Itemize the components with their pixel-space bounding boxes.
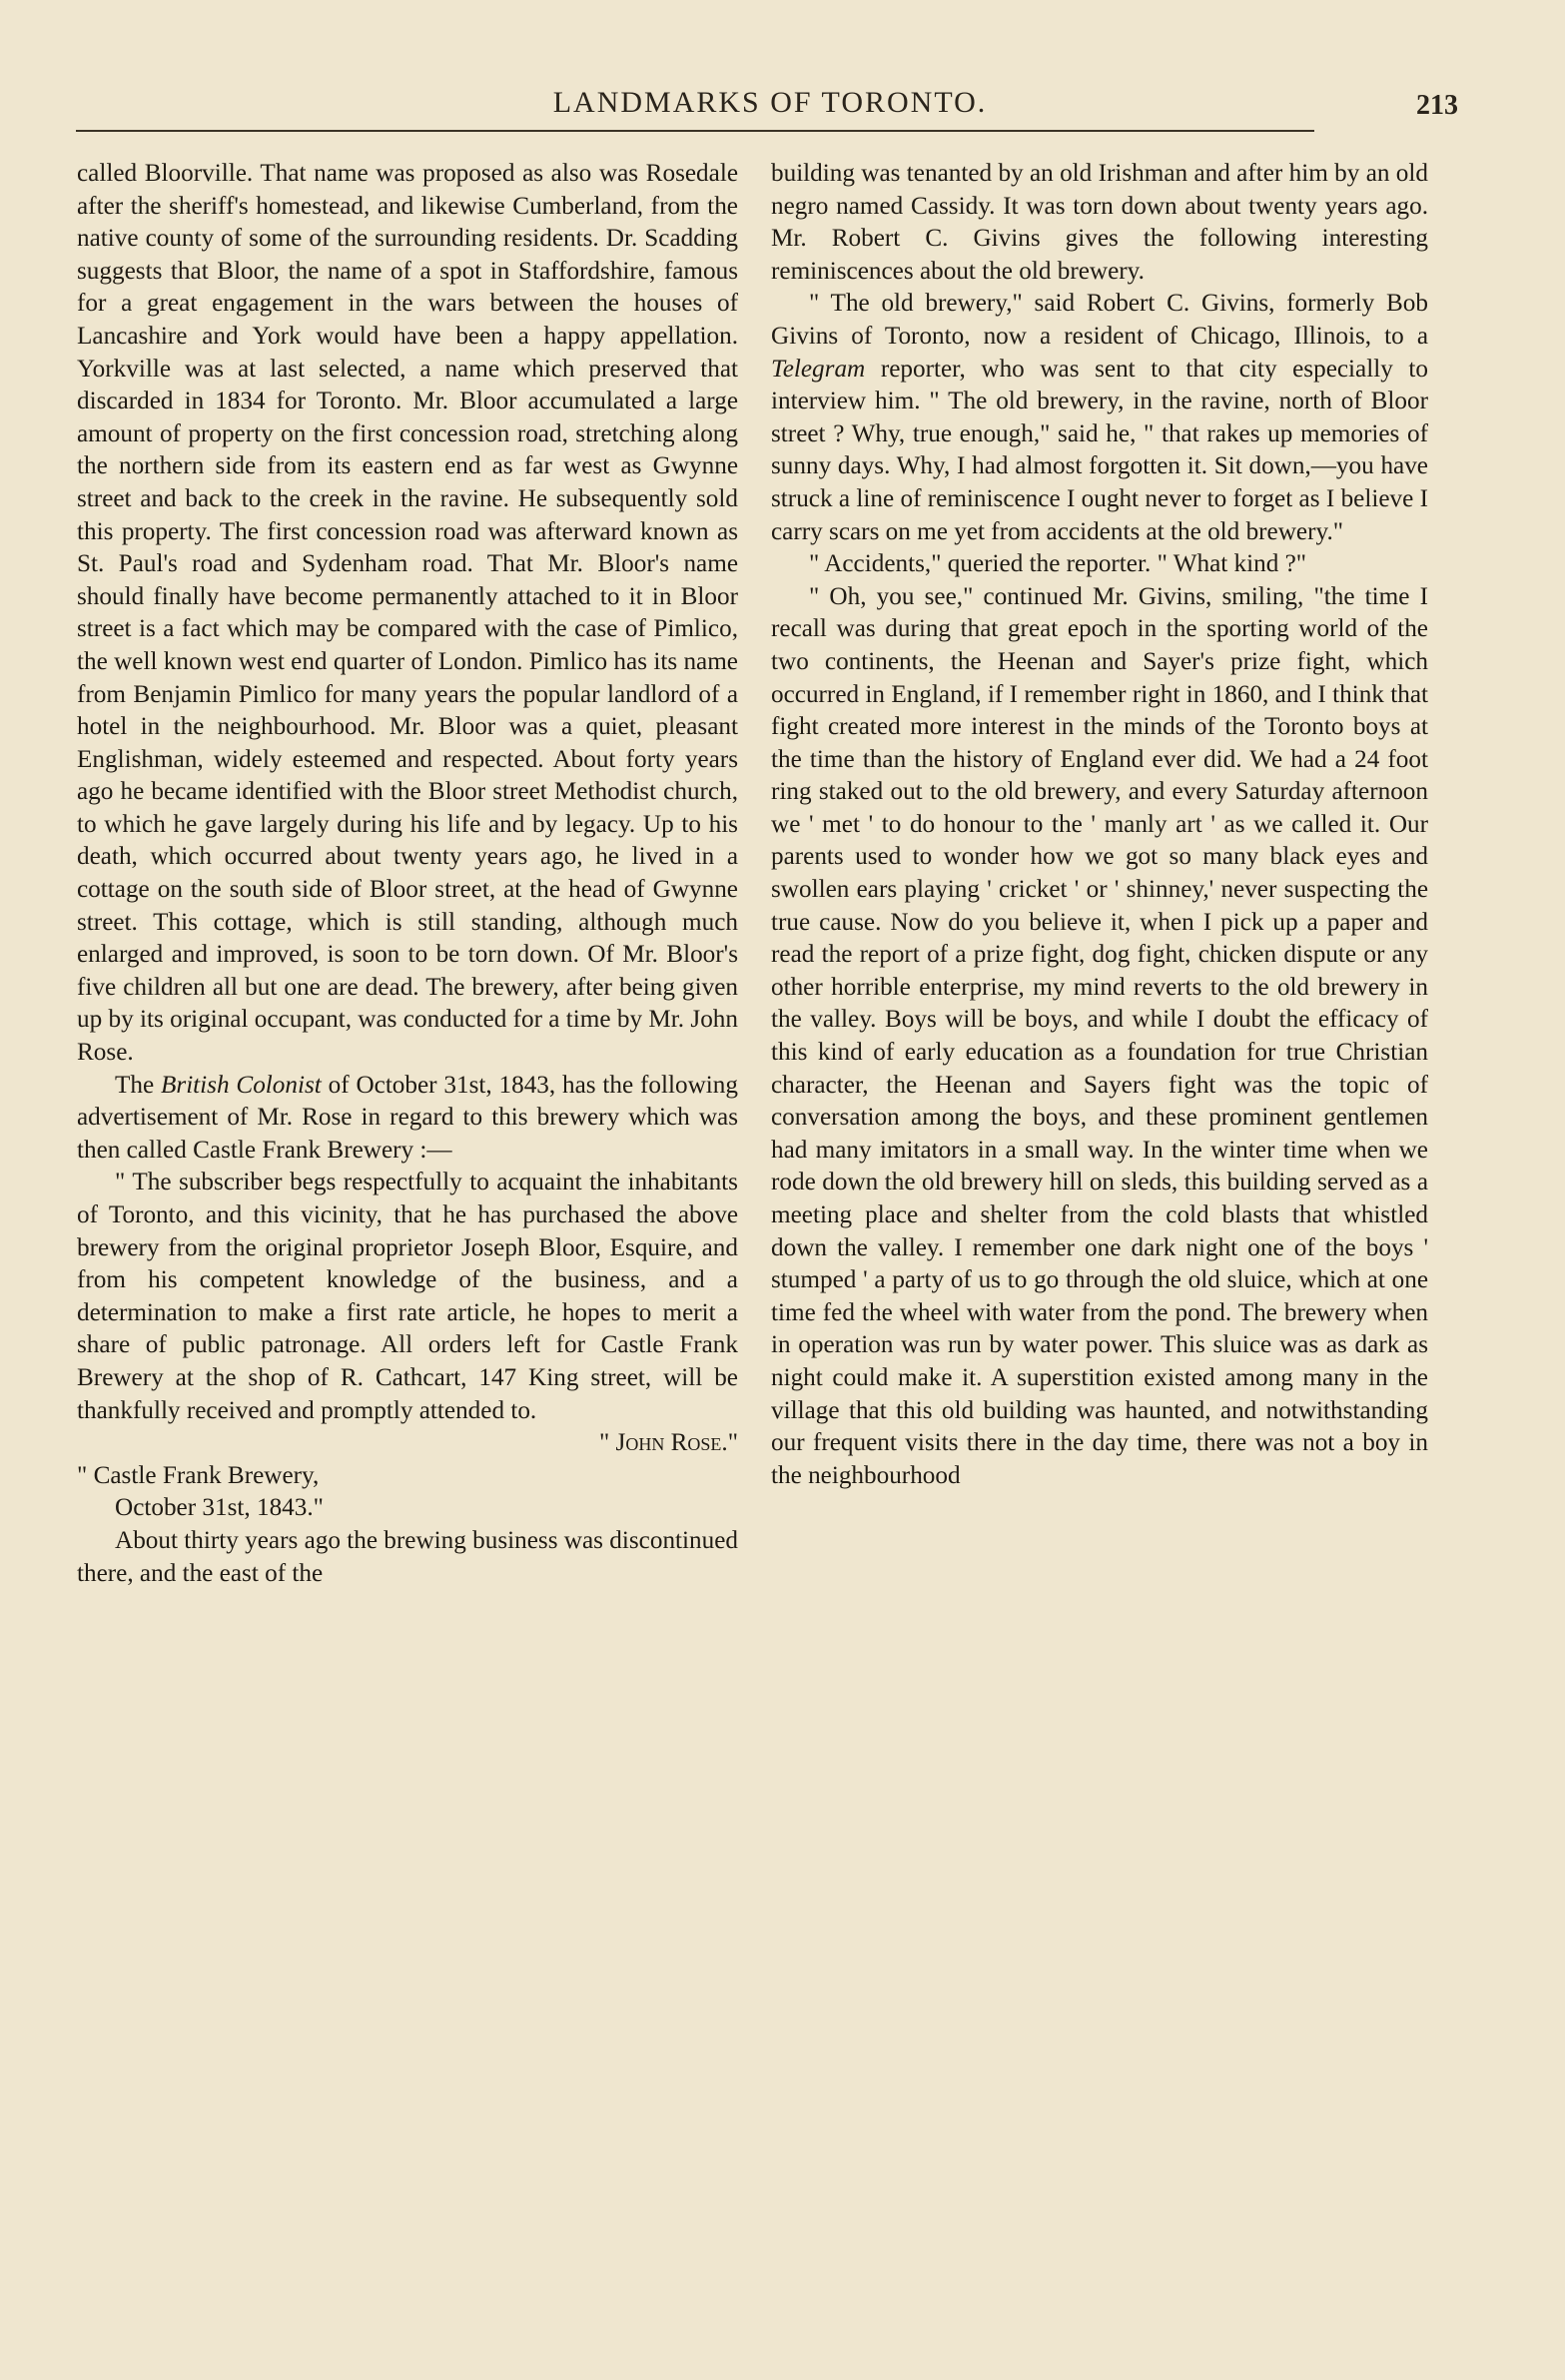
page-number: 213 [1416, 90, 1458, 121]
left-paragraph-2-text-a: The [115, 1071, 161, 1099]
advertisement-address-line-1: " Castle Frank Brewery, [77, 1461, 320, 1489]
newspaper-title-telegram: Telegram [771, 355, 866, 383]
left-paragraph-2 [77, 1070, 738, 1168]
right-paragraph-2-text-a: " The old brewery," said Robert C. Givins, formerly Bob Givins of Toronto, now a resident of Chicago, Illinois, to a [771, 290, 1428, 350]
right-paragraph-1: building was tenanted by an old Irishman and after him by an old negro named Cassidy. It was torn down about twenty years ago. Mr. Robert C. Givins gives the following interesting reminiscences about the old brewery. [771, 160, 1428, 285]
left-paragraph-4: About thirty years ago the brewing business was discontinued there, and the east of the [77, 1526, 738, 1587]
right-paragraph-3: " Accidents," queried the reporter. " What kind ?" [809, 550, 1307, 578]
right-paragraph-4: " Oh, you see," continued Mr. Givins, smiling, "the time I recall was during that great epoch in the sporting world of the two continents, the Heenan and Sayer's prize fight, which occurred in England, if I remember right in 1860, and I think that fight created more interest in the minds of the Toronto boys at the time than the history of England ever did. We had a 24 foot ring staked out to the old brewery, and every Saturday afternoon we ' met ' to do honour to the ' manly art ' as we called it. Our parents used to wonder how we got so many black eyes and swollen ears playing ' cricket ' or ' shinney,' never suspecting the true cause. Now do you believe it, when I pick up a paper and read the report of a prize fight, dog fight, chicken dispute or any other horrible enterprise, my mind reverts to the old brewery in the valley. Boys will be boys, and while I doubt the efficacy of this kind of early education as a foundation for true Christian character, the Heenan and Sayers fight was the topic of conversation among the boys, and these prominent gentlemen had many imitators in a small way. In the winter time when we rode down the old brewery hill on sleds, this building served as a meeting place and shelter from the cold blasts that whistled down the valley. I remember one dark night one of the boys ' stumped ' a party of us to go through the old sluice, which at one time fed the wheel with water from the pond. The brewery when in operation was run by water power. This sluice was as dark as night could make it. A superstition existed among many in the village that this old building was haunted, and notwithstanding our frequent visits there in the day time, there was not a boy in the neighbourhood [771, 582, 1428, 1489]
advertisement-quote: " The subscriber begs respectfully to acquaint the inhabitants of Toronto, and this vicinity, that he has purchased the above brewery from the original proprietor Joseph Bloor, Esquire, and from his competent knowledge of the business, and a determination to make a first rate article, he hopes to merit a share of public patronage. All orders left for Castle Frank Brewery at the shop of R. Cathcart, 147 King street, will be thankfully received and promptly attended to. [77, 1169, 738, 1424]
header-rule [76, 130, 1314, 132]
left-column [77, 158, 738, 2285]
right-paragraph-2 [771, 288, 1428, 548]
newspaper-title-british-colonist: British Colonist [161, 1071, 322, 1099]
advertisement-signature: " John Rose." [598, 1429, 738, 1457]
left-paragraph-2-text-b: of October 31st, 1843, has the following advertisement of Mr. Rose in regard to this brewery which was then called Castle Frank Brewery :— [77, 1071, 738, 1164]
advertisement-address-line-2: October 31st, 1843." [115, 1494, 324, 1522]
right-paragraph-2-text-b: reporter, who was sent to that city especially to interview him. " The old brewery, in the ravine, north of Bloor street ? Why, true enough," said he, " that rakes up memories of sunny days. Why, I had almost forgotten it. Sit down,—you have struck a line of reminiscence I ought never to forget as I believe I carry scars on me yet from accidents at the old brewery." [771, 355, 1428, 545]
right-column [771, 158, 1428, 2285]
running-title: LANDMARKS OF TORONTO. [552, 86, 988, 119]
left-paragraph-1: called Bloorville. That name was proposed as also was Rosedale after the sheriff's homestead, and likewise Cumberland, from the native county of some of the surrounding residents. Dr. Scadding suggests that Bloor, the name of a spot in Staffordshire, famous for a great engagement in the wars between the houses of Lancashire and York would have been a happy appellation. Yorkville was at last selected, a name which preserved that discarded in 1834 for Toronto. Mr. Bloor accumulated a large amount of property on the first concession road, stretching along the northern side from its eastern end as far west as Gwynne street and back to the creek in the ravine. He subsequently sold this property. The first concession road was afterward known as St. Paul's road and Sydenham road. That Mr. Bloor's name should finally have become permanently attached to it in Bloor street is a fact which may be compared with the case of Pimlico, the well known west end quarter of London. Pimlico has its name from Benjamin Pimlico for many years the popular landlord of a hotel in the neighbourhood. Mr. Bloor was a quiet, pleasant Englishman, widely esteemed and respected. About forty years ago he became identified with the Bloor street Methodist church, to which he gave largely during his life and by legacy. Up to his death, which occurred about twenty years ago, he lived in a cottage on the south side of Bloor street, at the head of Gwynne street. This cottage, which is still standing, although much enlarged and improved, is soon to be torn down. Of Mr. Bloor's five children all but one are dead. The brewery, after being given up by its original occupant, was conducted for a time by Mr. John Rose. [77, 160, 738, 1067]
page-header [76, 86, 1464, 130]
